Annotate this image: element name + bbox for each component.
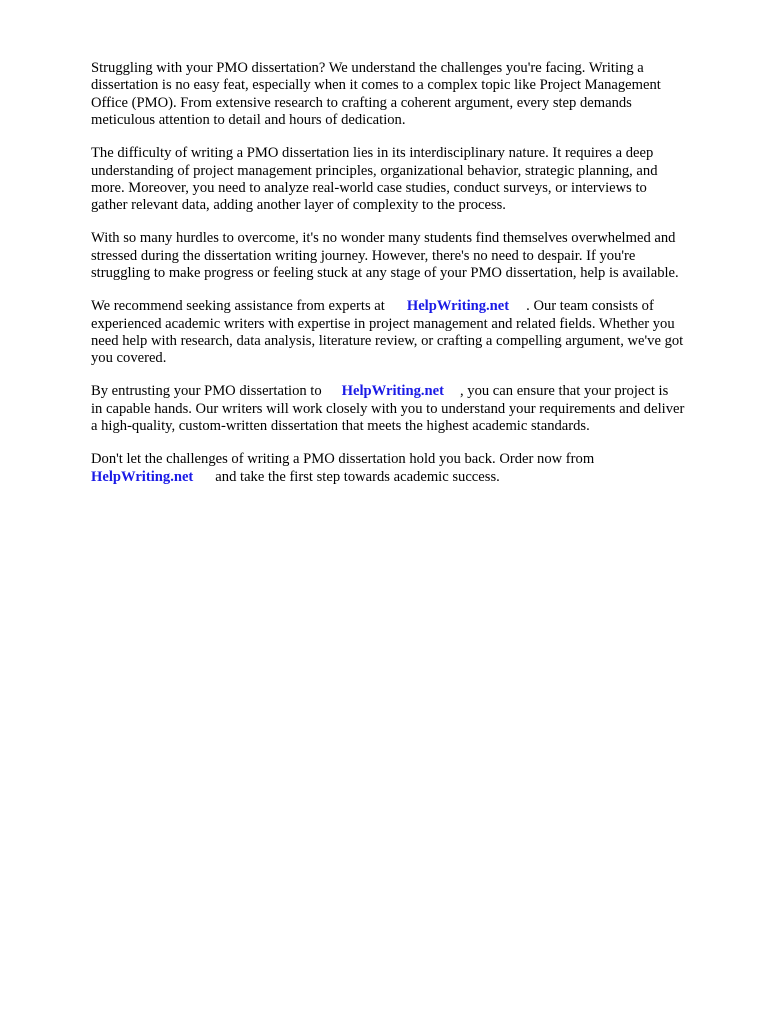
- text-fragment: and take the first step towards academic success.: [215, 468, 500, 485]
- paragraph-difficulty: [91, 145, 731, 215]
- text-line: Don't let the challenges of writing a PMO dissertation hold you back. Order now from: [91, 451, 595, 468]
- text-line: gather relevant data, adding another layer of complexity to the process.: [91, 197, 506, 214]
- text-line: meticulous attention to detail and hours of dedication.: [91, 112, 406, 129]
- text-line: With so many hurdles to overcome, it's no wonder many students find themselves overwhelmed and: [91, 230, 676, 247]
- text-line: struggling to make progress or feeling stuck at any stage of your PMO dissertation, help is available.: [91, 265, 679, 282]
- text-fragment: . Our team consists of: [526, 298, 654, 315]
- text-line: in capable hands. Our writers will work closely with you to understand your requirements and deliver: [91, 400, 685, 417]
- text-line: more. Moreover, you need to analyze real-world case studies, conduct surveys, or interviews to: [91, 180, 647, 197]
- text-line: stressed during the dissertation writing journey. However, there's no need to despair. If you're: [91, 247, 636, 264]
- helpwriting-link[interactable]: HelpWriting.net: [91, 468, 194, 485]
- document-body: [91, 60, 731, 502]
- text-line: Office (PMO). From extensive research to crafting a coherent argument, every step demands: [91, 94, 632, 111]
- text-line: you covered.: [91, 350, 167, 367]
- text-fragment: We recommend seeking assistance from experts at: [91, 298, 385, 315]
- text-line: [91, 298, 731, 315]
- text-fragment: By entrusting your PMO dissertation to: [91, 383, 322, 400]
- text-line: a high-quality, custom-written dissertation that meets the highest academic standards.: [91, 418, 590, 435]
- paragraph-entrust: [91, 383, 731, 435]
- text-line: [91, 383, 731, 400]
- paragraph-recommend: [91, 298, 731, 368]
- text-line: need help with research, data analysis, literature review, or crafting a compelling argument, we've got: [91, 333, 684, 350]
- paragraph-intro: [91, 60, 731, 130]
- paragraph-hurdles: [91, 230, 731, 282]
- paragraph-closing: [91, 451, 731, 486]
- helpwriting-link[interactable]: HelpWriting.net: [406, 298, 510, 315]
- helpwriting-link[interactable]: HelpWriting.net: [341, 383, 444, 400]
- text-fragment: , you can ensure that your project is: [459, 383, 669, 400]
- text-line: understanding of project management principles, organizational behavior, strategic planning, and: [91, 162, 658, 179]
- text-line: [91, 469, 731, 486]
- text-line: Struggling with your PMO dissertation? We understand the challenges you're facing. Writing a: [91, 60, 644, 76]
- text-line: dissertation is no easy feat, especially when it comes to a complex topic like Project Management: [91, 77, 661, 94]
- text-line: The difficulty of writing a PMO dissertation lies in its interdisciplinary nature. It requires a deep: [91, 145, 654, 162]
- text-line: experienced academic writers with expertise in project management and related fields. Whether you: [91, 315, 675, 332]
